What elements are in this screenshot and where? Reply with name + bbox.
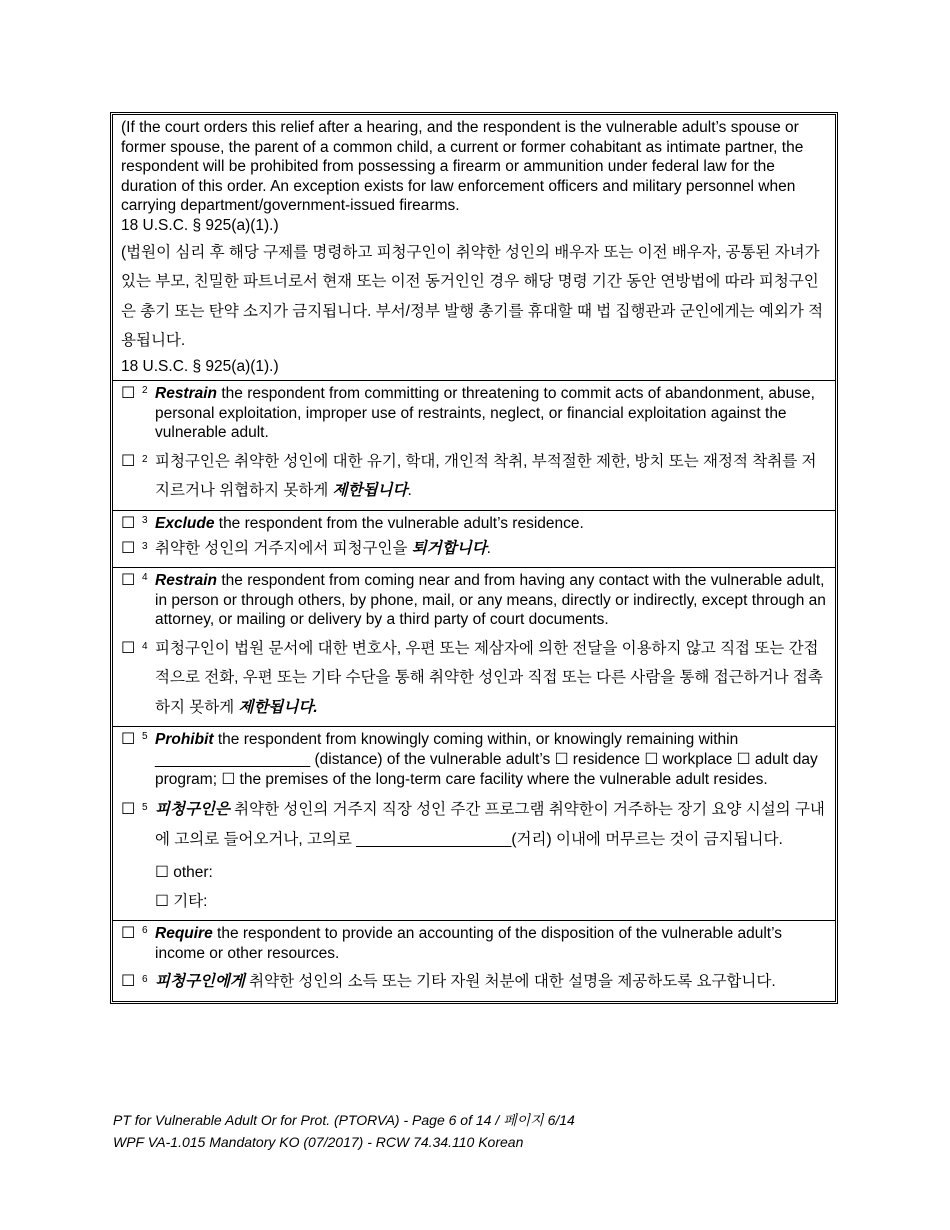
relief-4-en-text: the respondent from coming near and from having any contact with the vulnerable adult, in person or through others, by phone, mail, or any means, directly or indirectly, except through an attorney, or mailing or delivery by a third party of court documents. (155, 572, 826, 629)
relief-3-en (121, 514, 827, 534)
residence-label: residence (568, 750, 645, 768)
relief-5-ko-keyword: 피청구인은 (155, 801, 230, 819)
relief-6-ko-checkbox[interactable]: ☐ (121, 973, 136, 991)
relief-3-ko-checkbox[interactable]: ☐ (121, 539, 136, 557)
relief-4-ko-text: 피청구인이 법원 문서에 대한 변호사, 우편 또는 제삼자에 의한 전달을 이용하지 않고 직접 또는 간접적으로 전화, 우편 또는 기타 수단을 통해 취약한 성인과 직접 또는 다른 사람을 통해 접근하거나 접촉하지 못하게 (155, 639, 823, 716)
relief-3-en-number: 3 (142, 514, 148, 526)
residence-checkbox[interactable]: ☐ (554, 750, 569, 768)
relief-5-en-checkbox[interactable]: ☐ (121, 731, 136, 749)
relief-3-ko-number: 3 (142, 540, 148, 552)
relief-6-en-checkbox[interactable]: ☐ (121, 925, 136, 943)
relief-4-en-number: 4 (142, 572, 148, 584)
relief-section-5 (113, 726, 835, 920)
relief-5-ko-checkbox[interactable]: ☐ (121, 801, 136, 819)
relief-5-en-text-a: the respondent from knowingly coming within, or knowingly remaining within (213, 731, 739, 749)
firearm-notice-en-citation: 18 U.S.C. § 925(a)(1).) (121, 216, 279, 234)
relief-section-6 (113, 920, 835, 1001)
other-en-label: other: (168, 864, 213, 882)
relief-section-3 (113, 510, 835, 567)
relief-3-en-checkbox[interactable]: ☐ (121, 514, 136, 532)
relief-6-ko-text: 취약한 성인의 소득 또는 기타 자원 처분에 대한 설명을 제공하도록 요구합니다. (244, 973, 776, 991)
relief-3-ko (121, 534, 827, 564)
relief-3-ko-end: . (486, 539, 491, 557)
relief-3-ko-text: 취약한 성인의 거주지에서 피청구인을 (155, 539, 412, 557)
relief-6-ko (121, 967, 827, 997)
relief-5-ko (121, 795, 827, 854)
care-facility-checkbox[interactable]: ☐ (221, 770, 236, 788)
relief-4-ko-checkbox[interactable]: ☐ (121, 639, 136, 657)
other-ko-checkbox[interactable]: ☐ (155, 893, 169, 911)
adult-day-program-label: adult day program; (155, 750, 818, 788)
relief-3-en-keyword: Exclude (155, 514, 215, 532)
other-en-checkbox[interactable]: ☐ (155, 864, 169, 882)
relief-4-ko-number: 4 (142, 640, 148, 652)
footer-line-2: WPF VA-1.015 Mandatory KO (07/2017) - RCW 74.34.110 Korean (113, 1134, 524, 1150)
workplace-checkbox[interactable]: ☐ (644, 750, 659, 768)
workplace-label: workplace (658, 750, 737, 768)
relief-5-ko-number: 5 (142, 802, 148, 814)
relief-5-en-text-b: (distance) of the vulnerable adult’s (310, 750, 555, 768)
relief-6-ko-keyword: 피청구인에게 (155, 973, 245, 991)
relief-4-ko-keyword: 제한됩니다. (238, 698, 318, 716)
relief-5-en (121, 730, 827, 789)
relief-6-en-keyword: Require (155, 925, 213, 943)
relief-4-en-keyword: Restrain (155, 572, 218, 590)
relief-2-ko (121, 447, 827, 506)
relief-5-ko-text-a: 취약한 성인의 거주지 직장 성인 주간 프로그램 취약한이 거주하는 장기 요양 시설의 구내에 고의로 들어오거나, 고의로 (155, 801, 825, 848)
relief-5-en-text-c: the premises of the long-term care facility where the vulnerable adult resides. (235, 770, 768, 788)
relief-6-en-number: 6 (142, 925, 148, 937)
relief-5-ko-text-b: (거리) 이내에 머무르는 것이 금지됩니다. (511, 830, 783, 848)
distance-blank-ko[interactable]: __________________ (356, 830, 512, 848)
firearm-notice-section (113, 115, 835, 380)
relief-2-en (121, 384, 827, 443)
relief-4-ko (121, 634, 827, 723)
relief-2-ko-keyword: 제한됩니다 (332, 482, 408, 500)
relief-3-en-text: the respondent from the vulnerable adult’s residence. (214, 514, 584, 532)
relief-2-ko-text: 피청구인은 취약한 성인에 대한 유기, 학대, 개인적 착취, 부적절한 제한, 방치 또는 재정적 착취를 저지르거나 위협하지 못하게 (155, 452, 817, 500)
relief-2-en-number: 2 (142, 385, 148, 397)
relief-2-en-keyword: Restrain (155, 385, 218, 403)
relief-6-ko-number: 6 (142, 974, 148, 986)
relief-3-ko-keyword: 퇴거합니다 (411, 539, 487, 557)
relief-section-2 (113, 380, 835, 510)
relief-2-ko-end: . (407, 482, 412, 500)
adult-day-program-checkbox[interactable]: ☐ (736, 750, 751, 768)
relief-4-en (121, 571, 827, 630)
relief-2-en-text: the respondent from committing or threatening to commit acts of abandonment, abuse, personal exploitation, improper use of restraints, neglect, or financial exploitation against the vulnerable adult. (155, 385, 815, 442)
relief-5-en-number: 5 (142, 731, 148, 743)
firearm-notice-en: (If the court orders this relief after a hearing, and the respondent is the vulnerable adult’s spouse or former spouse, the parent of a common child, a current or former cohabitant as intimate partner, the respondent will be prohibited from possessing a firearm or ammunition under federal law for the duration of this order. An exception exists for law enforcement officers and military personnel when carrying department/government-issued firearms. (121, 119, 804, 215)
form-content-box (110, 112, 838, 1004)
firearm-notice-ko: (법원이 심리 후 해당 구제를 명령하고 피청구인이 취약한 성인의 배우자 또는 이전 배우자, 공통된 자녀가 있는 부모, 친밀한 파트너로서 현재 또는 이전 동거인인 경우 해당 명령 기간 동안 연방법에 따라 피청구인은 총기 또는 탄약 소지가 금지됩니다. 부서/정부 발행 총기를 휴대할 때 법 집행관과 군인에게는 예외가 적용됩니다. (121, 243, 824, 350)
other-ko-label: 기타: (168, 893, 208, 911)
other-ko-row (121, 887, 827, 916)
relief-6-en-text: the respondent to provide an accounting of the disposition of the vulnerable adult’s income or other resources. (155, 925, 783, 962)
relief-section-4 (113, 567, 835, 726)
footer-line-1: PT for Vulnerable Adult Or for Prot. (PTORVA) - Page 6 of 14 / 페이지 6/14 (113, 1112, 575, 1128)
relief-5-en-keyword: Prohibit (155, 731, 214, 749)
relief-2-ko-number: 2 (142, 453, 148, 465)
relief-6-en (121, 924, 827, 963)
relief-2-en-checkbox[interactable]: ☐ (121, 385, 136, 403)
firearm-notice-ko-citation: 18 U.S.C. § 925(a)(1).) (121, 357, 279, 375)
relief-4-en-checkbox[interactable]: ☐ (121, 572, 136, 590)
relief-2-ko-checkbox[interactable]: ☐ (121, 452, 136, 470)
other-en-row (121, 858, 827, 887)
distance-blank-en[interactable]: __________________ (155, 750, 311, 768)
